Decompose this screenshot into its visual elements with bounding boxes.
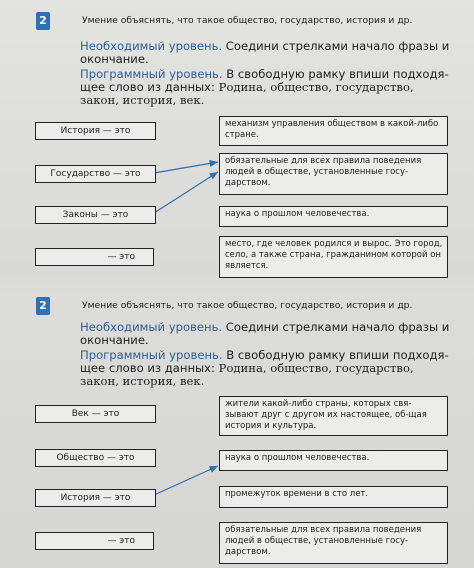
level-required-label: Необходимый уровень. [80,39,223,53]
phrase-start-history: История — это [35,122,156,140]
task-2 [0,284,474,568]
phrase-start-laws: Законы — это [35,206,156,224]
phrase-end-1: механизм управления обществом в какой-либо стране. [219,116,448,146]
phrase-end-2: обязательные для всех правила поведения людей в обществе, установленные госу-дарством. [219,153,448,195]
level-program-text: В свободную рамку впиши подходя-щее слово из данных: [80,67,449,94]
word-bank: Родина, общество, государство, закон, история, век. [80,80,414,107]
phrase-start-state: Государство — это [35,165,156,183]
phrase-end-1: жители какой-либо страны, которых свя-зывают друг с другом их настоящее, об-щая история и культура. [219,396,448,436]
level-required-text: Соедини стрелками начало фразы и окончание. [80,39,450,66]
phrase-end-3: наука о прошлом человечества. [219,206,448,227]
arrow-line [154,172,218,213]
phrase-start-society: Общество — это [35,449,156,467]
phrase-start-blank[interactable]: — это [35,532,154,550]
level-program-label: Программный уровень. [80,67,223,81]
phrase-end-2: наука о прошлом человечества. [219,450,448,471]
arrow-line [154,466,218,495]
task-header: Умение объяснять, что такое общество, государство, история и др. [82,15,413,26]
phrase-end-3: промежуток времени в сто лет. [219,486,448,508]
level-program-text: В свободную рамку впиши подходя-щее слово из данных: [80,348,449,375]
phrase-start-history: История — это [35,489,156,507]
task-header: Умение объяснять, что такое общество, государство, история и др. [82,300,413,311]
phrase-start-blank[interactable]: — это [35,248,154,266]
level-program-label: Программный уровень. [80,348,223,362]
arrow-line [154,162,218,173]
phrase-start-century: Век — это [35,405,156,423]
level-required-text: Соедини стрелками начало фразы и окончание. [80,320,450,347]
task-number-badge: 2 [36,12,50,30]
word-bank: Родина, общество, государство, закон, история, век. [80,361,414,388]
phrase-end-4: место, где человек родился и вырос. Это город, село, а также страна, гражданином которой он является. [219,236,448,278]
task-number-badge: 2 [36,297,50,315]
phrase-end-4: обязательные для всех правила поведения людей в обществе, установленные госу-дарством. [219,522,448,564]
level-required-label: Необходимый уровень. [80,320,223,334]
